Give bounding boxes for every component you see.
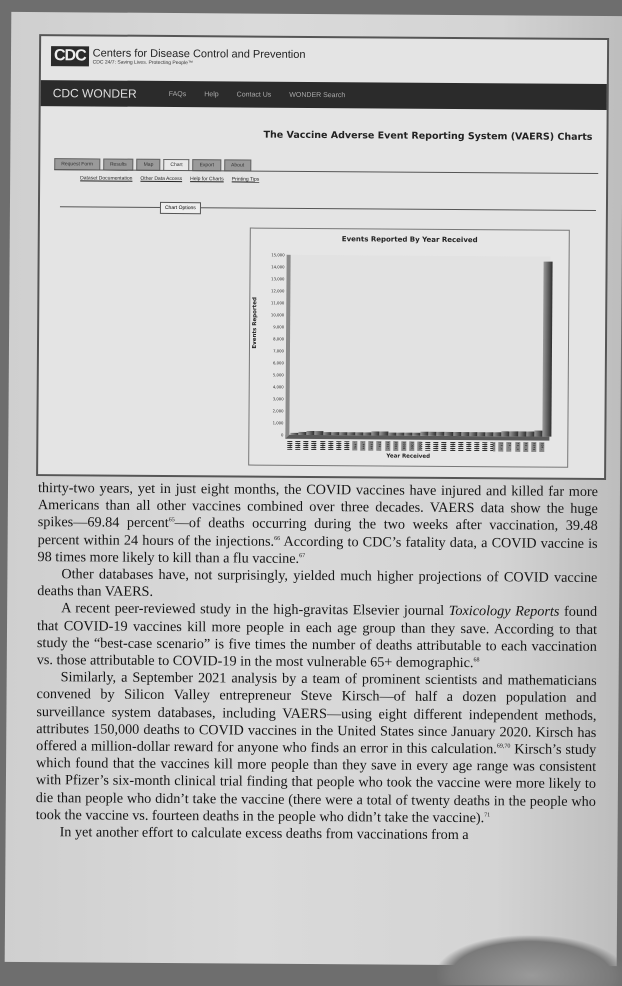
bar	[526, 431, 534, 436]
x-tick-label: 1990	[288, 440, 293, 449]
y-tick-label: 9,000	[273, 324, 285, 330]
vaers-chart	[248, 228, 570, 468]
thumb	[437, 935, 622, 986]
bar	[331, 432, 339, 435]
bar	[477, 433, 485, 437]
sublinks	[80, 175, 259, 182]
x-tick-label: 2014	[483, 442, 488, 450]
bar	[469, 432, 477, 436]
bar	[380, 432, 388, 436]
bar	[420, 432, 428, 436]
y-axis-ticks	[261, 252, 285, 438]
bar	[453, 432, 461, 436]
bar	[388, 433, 396, 436]
x-tick-label: 2017	[507, 442, 512, 451]
x-tick-label: 1996	[337, 441, 342, 449]
org-name: Centers for Disease Control and Prevention	[92, 46, 306, 61]
y-tick-label: 3,000	[272, 396, 284, 402]
y-axis-label: Events Reported	[251, 297, 259, 349]
y-tick-label: 8,000	[273, 336, 285, 342]
x-tick-label: 2005	[410, 441, 415, 450]
x-tick-label: 2018	[515, 442, 520, 451]
x-tick-label: 2007	[426, 441, 431, 450]
bar	[518, 431, 526, 436]
x-tick-label: 1997	[345, 441, 350, 449]
paragraph: Similarly, a September 2021 analysis by a team of prominent scientists and mathematicians convened by Silicon Valley entrepreneur Steve Kirsch—of half a dozen population and surveillance system databases, including VAERS—using eight different independent methods, attributes 150,000 deaths to COVID vaccines in the United States since January 2020. Kirsch has offered a million-dollar reward for anyone who finds an error in this calculation.$^{69,70}$ Kirsch’s study which found that the vaccines kill more people than they save in every age range was consistent with Pfizer’s six-month clinical trial finding that people who took the vaccine were more likely to die than people who didn’t take the vaccine (there were a total of twenty deaths in the people who took the vaccine vs. fourteen deaths in the people who didn’t take the vaccine).$^{71}$	[35, 669, 597, 827]
x-tick-label: 1992	[304, 440, 309, 449]
bar	[437, 432, 445, 436]
x-tick-label: 2021	[540, 442, 545, 451]
x-tick-label: 2008	[434, 441, 439, 450]
bar	[323, 432, 331, 435]
y-tick-label: 5,000	[272, 372, 284, 378]
x-tick-label: 1994	[320, 441, 325, 449]
bar	[364, 432, 372, 435]
x-tick-label: 1999	[361, 441, 366, 449]
bar	[372, 432, 380, 436]
paragraph: thirty-two years, yet in just eight months, the COVID vaccines have injured and killed far more Americans than all other vaccines combined over three decades. VAERS data show the huge spikes—69.84 percent$^{65}$—of deaths occurring during the two weeks after vaccination, 39.48 percent within 24 hours of the injections.$^{66}$ According to CDC’s fatality data, a COVID vaccine is 98 times more likely to kill than a flu vaccine.$^{67}$	[37, 480, 599, 567]
bar	[485, 433, 493, 437]
bar	[534, 431, 542, 437]
divider	[54, 169, 598, 174]
x-tick-label: 2003	[393, 441, 398, 450]
book-body-text	[36, 480, 599, 845]
x-tick-label: 2009	[442, 441, 447, 450]
x-tick-label: 2013	[475, 442, 480, 450]
bar	[339, 432, 347, 435]
nav-link-help[interactable]: Help	[204, 90, 219, 98]
x-tick-label: 2000	[369, 441, 374, 450]
x-tick-label: 1998	[353, 441, 358, 449]
link-help-for-charts[interactable]: Help for Charts	[190, 176, 224, 183]
x-axis-label: Year Received	[386, 453, 431, 460]
x-tick-label: 2004	[402, 441, 407, 450]
bar	[315, 431, 323, 435]
y-tick-label: 4,000	[272, 384, 284, 390]
y-tick-label: 6,000	[272, 360, 284, 366]
nav-link-faqs[interactable]: FAQs	[168, 90, 187, 98]
bar	[347, 432, 355, 435]
y-tick-label: 14,000	[271, 264, 285, 270]
cdc-wonder-screenshot	[36, 34, 609, 480]
bar	[542, 261, 552, 436]
tab-results[interactable]: Results	[103, 159, 134, 171]
bar	[493, 432, 501, 436]
x-tick-label: 2011	[458, 442, 463, 450]
x-axis-ticks	[285, 441, 549, 453]
y-tick-label: 1,000	[272, 420, 284, 426]
tab-request-form[interactable]: Request Form	[54, 158, 100, 170]
bar	[396, 433, 404, 436]
y-tick-label: 7,000	[273, 348, 284, 354]
x-tick-label: 2012	[467, 442, 472, 450]
chart-title: Events Reported By Year Received	[341, 235, 478, 245]
paragraph: Other databases have, not surprisingly, yielded much higher projections of COVID vaccine deaths than VAERS.	[37, 566, 598, 601]
y-tick-label: 0	[280, 432, 284, 438]
y-tick-label: 13,000	[271, 276, 285, 282]
bar	[510, 432, 518, 437]
bar	[412, 433, 420, 436]
tab-export[interactable]: Export	[193, 159, 222, 171]
x-tick-label: 2020	[532, 442, 537, 451]
link-dataset-documentation[interactable]: Dataset Documentation	[80, 175, 133, 182]
x-tick-label: 1995	[328, 441, 333, 449]
org-tagline: CDC 24/7: Saving Lives. Protecting People™	[92, 58, 194, 66]
link-printing-tips[interactable]: Printing Tips	[231, 176, 260, 183]
divider	[60, 206, 596, 211]
bar	[445, 432, 453, 436]
x-tick-label: 1993	[312, 440, 317, 449]
x-tick-label: 2010	[450, 441, 455, 450]
x-tick-label: 2016	[499, 442, 504, 450]
y-tick-label: 2,000	[272, 408, 284, 414]
nav-brand[interactable]: CDC WONDER	[52, 86, 137, 101]
x-tick-label: 2002	[385, 441, 390, 450]
bar	[299, 432, 307, 435]
page-title: The Vaccine Adverse Event Reporting System (VAERS) Charts	[263, 129, 593, 143]
nav-link-contact[interactable]: Contact Us	[236, 90, 272, 99]
tab-about[interactable]: About	[224, 159, 251, 171]
y-tick-label: 11,000	[270, 300, 285, 306]
bar	[307, 431, 315, 435]
bar	[290, 433, 298, 435]
bar	[461, 432, 469, 436]
x-tick-label: 2006	[418, 441, 423, 450]
chart-options-button[interactable]: Chart Options	[160, 202, 201, 214]
book-page	[5, 12, 622, 966]
tab-map[interactable]: Map	[137, 159, 161, 171]
y-tick-label: 15,000	[271, 252, 285, 258]
cdc-header	[51, 46, 306, 68]
bar	[404, 433, 412, 436]
bar	[502, 432, 510, 437]
plot-area	[285, 255, 550, 441]
paragraph: A recent peer-reviewed study in the high-gravitas Elsevier journal Toxicology Reports found that COVID-19 vaccines kill more people in each age group than they save. According to that study the “best-case scenario” is five times the number of deaths attributable to each vaccination vs. those attributable to COVID-19 in the most vulnerable 65+ demographic.$^{68}$	[36, 600, 598, 672]
x-tick-label: 1991	[296, 440, 301, 449]
y-tick-label: 10,000	[270, 312, 285, 318]
nav-link-search[interactable]: WONDER Search	[289, 91, 346, 99]
x-tick-label: 2019	[523, 442, 528, 451]
navbar	[41, 80, 607, 110]
link-other-data-access[interactable]: Other Data Access	[140, 175, 183, 183]
bar	[355, 432, 363, 435]
tab-chart[interactable]: Chart	[163, 159, 189, 171]
y-tick-label: 12,000	[271, 288, 285, 294]
paragraph: In yet another effort to calculate excess deaths from vaccinations from a	[59, 824, 469, 844]
x-tick-label: 2001	[377, 441, 382, 450]
bar	[428, 432, 436, 436]
cdc-logo: CDC	[51, 46, 89, 66]
x-tick-label: 2015	[491, 442, 496, 450]
